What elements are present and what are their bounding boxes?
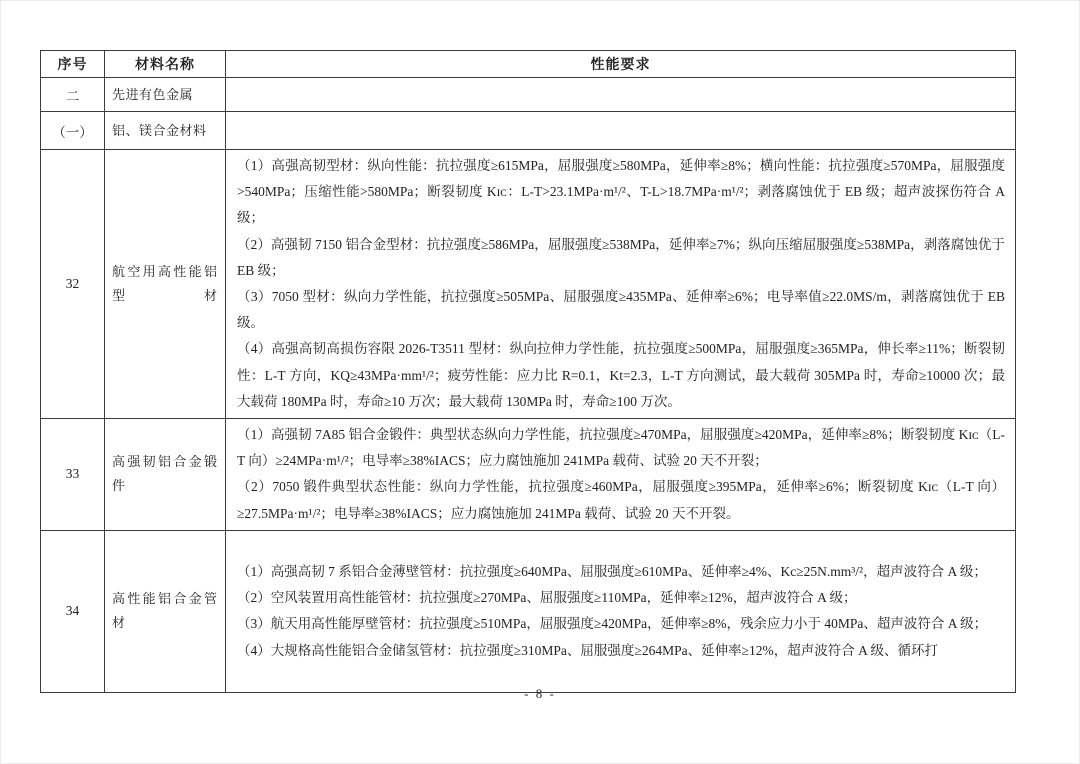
material-name-cell: 先进有色金属 [105,78,226,112]
materials-table [40,50,1016,693]
requirement-item: （2）7050 锻件典型状态性能：纵向力学性能，抗拉强度≥460MPa，屈服强度≥395MPa，延伸率≥6%；断裂韧度 Kɪᴄ（L-T 向）≥27.5MPa·m¹/²；电导率≥38%IACS；应力腐蚀施加 241MPa 载荷、试验 20 天不开裂。 [237,479,1005,521]
material-name-cell: 高强韧铝合金锻件 [105,419,226,531]
requirement-item: （2）空风装置用高性能管材：抗拉强度≥270MPa、屈服强度≥110MPa，延伸率≥12%，超声波符合 A 级； [237,590,857,606]
table-row [41,150,1016,419]
requirements-cell [226,530,1016,692]
requirement-item: （1）高强高韧 7 系铝合金薄壁管材：抗拉强度≥640MPa、屈服强度≥610MPa、延伸率≥4%、Kc≥25N.mm³/²，超声波符合 A 级； [237,563,987,579]
requirements-cell [226,150,1016,419]
requirement-item: （3）航天用高性能厚壁管材：抗拉强度≥510MPa，屈服强度≥420MPa，延伸率≥8%，残余应力小于 40MPa、超声波符合 A 级； [237,616,988,632]
requirement-item: （2）高强韧 7150 铝合金型材：抗拉强度≥586MPa，屈服强度≥538MPa，延伸率≥7%；纵向压缩屈服强度≥538MPa，剥落腐蚀优于 EB 级； [237,236,1005,278]
row-serial-cell: 32 [41,150,105,419]
requirements-cell [226,419,1016,531]
table-row [41,419,1016,531]
table-row-section [41,78,1016,112]
requirements-cell [226,78,1016,112]
row-serial-cell: 33 [41,419,105,531]
table-header-row [41,51,1016,78]
table-row [41,530,1016,692]
requirements-cell [226,112,1016,150]
row-serial-cell: 二 [41,78,105,112]
material-name-cell: 航空用高性能铝型材 [105,150,226,419]
material-name-cell: 高性能铝合金管材 [105,530,226,692]
col-header-material-name: 材料名称 [105,51,226,78]
col-header-serial: 序号 [41,51,105,78]
requirement-item: （1）高强高韧型材：纵向性能：抗拉强度≥615MPa，屈服强度≥580MPa，延伸率≥8%；横向性能：抗拉强度≥570MPa，屈服强度>540MPa；压缩性能>580MPa；断裂韧度 Kɪᴄ：L-T>23.1MPa·m¹/²、T-L>18.7MPa·m¹/²；剥落腐蚀优于 EB 级；超声波探伤符合 A 级； [237,158,1005,226]
requirement-item: （3）7050 型材：纵向力学性能，抗拉强度≥505MPa、屈服强度≥435MPa、延伸率≥6%；电导率值≥22.0MS/m，剥落腐蚀优于 EB 级。 [237,289,1005,331]
requirement-item: （1）高强韧 7A85 铝合金锻件：典型状态纵向力学性能，抗拉强度≥470MPa，屈服强度≥420MPa，延伸率≥8%；断裂韧度 Kɪᴄ（L-T 向）≥24MPa·m¹/²；电导率≥38%IACS；应力腐蚀施加 241MPa 载荷、试验 20 天不开裂； [237,427,1005,469]
requirement-item: （4）大规格高性能铝合金储氢管材：抗拉强度≥310MPa、屈服强度≥264MPa、延伸率≥12%，超声波符合 A 级、循环打 [237,642,938,658]
material-name-cell: 铝、镁合金材料 [105,112,226,150]
col-header-performance: 性能要求 [226,51,1016,78]
row-serial-cell: （一） [41,112,105,150]
requirement-item: （4）高强高韧高损伤容限 2026-T3511 型材：纵向拉伸力学性能，抗拉强度≥500MPa，屈服强度≥365MPa，伸长率≥11%；断裂韧性：L-T 方向，KQ≥43MPa·mm¹/²；疲劳性能：应力比 R=0.1，Kt=2.3，L-T 方向测试，最大载荷 305MPa 时，寿命≥10000 次；最大载荷 180MPa 时，寿命≥10 万次；最大载荷 130MPa 时，寿命≥100 万次。 [237,341,1005,409]
page-number: - 8 - [524,686,556,701]
table-row-subsection [41,112,1016,150]
row-serial-cell: 34 [41,530,105,692]
